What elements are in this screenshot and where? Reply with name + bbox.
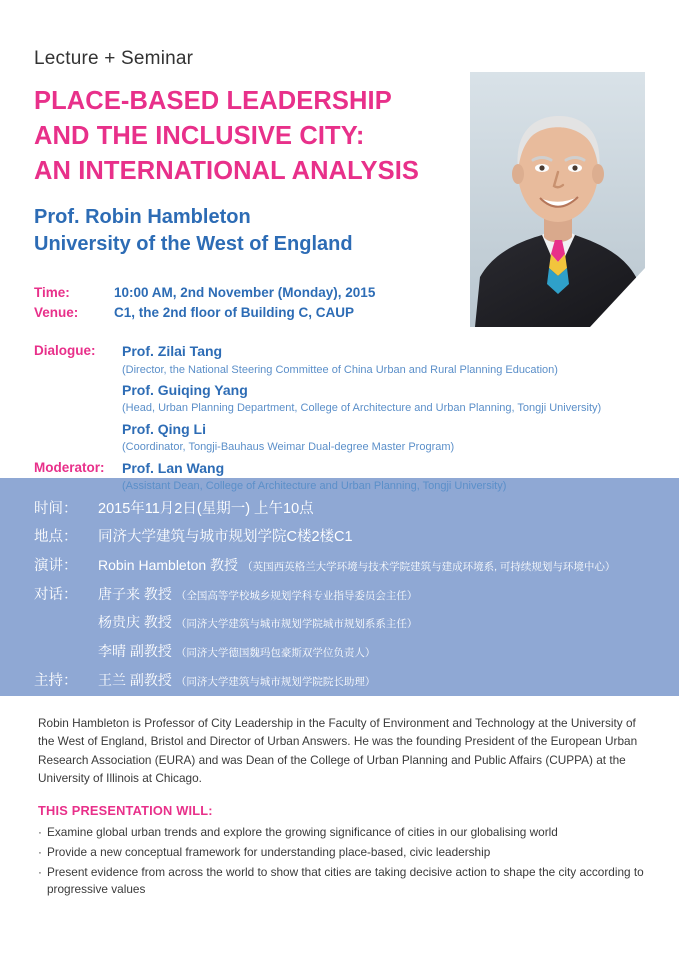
- chinese-row: [34, 500, 645, 519]
- title-line-2: AND THE INCLUSIVE CITY:: [34, 122, 365, 151]
- moderator-person: [122, 458, 645, 497]
- bullet-marker: ·: [38, 844, 42, 859]
- chinese-value: 唐子来 教授: [98, 585, 172, 602]
- chinese-details-band: [0, 478, 679, 696]
- bullet-text: Present evidence from across the world to show that cities are taking decisive action to shape the city according to progressive values: [47, 864, 644, 897]
- chinese-value: 同济大学建筑与城市规划学院C楼2楼C1: [98, 528, 353, 545]
- presentation-bullets: [38, 824, 645, 899]
- chinese-row: [34, 528, 645, 547]
- bullet-marker: ·: [38, 864, 42, 879]
- speaker-name-block: [34, 204, 464, 259]
- chinese-row: [34, 556, 645, 576]
- dialogue-label: Dialogue:: [34, 343, 96, 359]
- chinese-label: 地点：: [34, 528, 78, 545]
- dialogue-person-desc: (Director, the National Steering Committee of China Urban and Rural Planning Education): [122, 363, 558, 376]
- chinese-value-group: [98, 642, 645, 662]
- title-line-3: AN INTERNATIONAL ANALYSIS: [34, 157, 420, 186]
- chinese-row: [34, 671, 645, 691]
- bullet-text: Provide a new conceptual framework for understanding place-based, civic leadership: [47, 844, 491, 859]
- list-item: [38, 864, 645, 899]
- moderator-label: Moderator:: [34, 459, 105, 475]
- bio-section: [0, 696, 679, 899]
- chinese-value: 李晴 副教授: [98, 643, 172, 660]
- dialogue-person-name: Prof. Guiqing Yang: [122, 382, 248, 399]
- bullet-text: Examine global urban trends and explore the growing significance of cities in our globalising world: [47, 825, 558, 840]
- time-label: Time:: [34, 284, 70, 300]
- venue-value: C1, the 2nd floor of Building C, CAUP: [114, 305, 354, 320]
- dialogue-person-desc: (Head, Urban Planning Department, College of Architecture and Urban Planning, Tongji University): [122, 402, 602, 415]
- presentation-heading: THIS PRESENTATION WILL:: [38, 803, 213, 819]
- dialogue-row: [34, 341, 645, 457]
- venue-label: Venue:: [34, 305, 79, 320]
- chinese-label: 演讲：: [34, 557, 78, 574]
- moderator-desc: (Assistant Dean, College of Architecture and Urban Planning, Tongji University): [122, 479, 507, 492]
- time-value: 10:00 AM, 2nd November (Monday), 2015: [114, 284, 376, 300]
- speaker-affiliation: University of the West of England: [34, 233, 353, 256]
- title-line-1: PLACE-BASED LEADERSHIP: [34, 87, 392, 115]
- chinese-label: 对话：: [34, 586, 78, 603]
- chinese-label: 时间：: [34, 501, 78, 517]
- dialogue-people: [122, 341, 645, 457]
- chinese-row: [34, 613, 645, 633]
- dialogue-person-name: Prof. Zilai Tang: [122, 343, 223, 360]
- chinese-value: Robin Hambleton 教授: [98, 556, 239, 573]
- chinese-value-note: （全国高等学校城乡规划学科专业指导委员会主任）: [175, 589, 418, 602]
- bio-text: Robin Hambleton is Professor of City Leadership in the Faculty of Environment and Technology at the University of the West of England, Bristol and Director of Urban Answers. He was the founding President of the European Urban Research Association (EURA) and was Dean of the College of Urban Planning and Public Affairs (CUPPA) at the University of Illinois at Chicago.: [38, 716, 638, 785]
- chinese-value: 2015年11月2日(星期一) 上午10点: [98, 501, 314, 517]
- speaker-portrait: [470, 72, 645, 327]
- chinese-row: [34, 585, 645, 605]
- chinese-value-group: [98, 671, 645, 691]
- chinese-value: 王兰 副教授: [98, 672, 172, 689]
- chinese-value-group: [98, 556, 645, 576]
- chinese-value-group: [98, 613, 645, 633]
- portrait-illustration: [470, 72, 645, 327]
- page-title: [34, 84, 464, 190]
- dialogue-person-name: Prof. Qing Li: [122, 420, 206, 437]
- chinese-value: 杨贵庆 教授: [98, 614, 172, 631]
- bullet-marker: ·: [38, 825, 42, 840]
- moderator-name: Prof. Lan Wang: [122, 459, 225, 476]
- speaker-name: Prof. Robin Hambleton: [34, 205, 251, 228]
- chinese-value-note: （英国西英格兰大学环境与技术学院建筑与建成环境系, 可持续规划与环境中心）: [242, 560, 616, 573]
- chinese-row: [34, 642, 645, 662]
- chinese-value-note: （同济大学德国魏玛包豪斯双学位负责人）: [175, 647, 376, 660]
- dialogue-person-desc: (Coordinator, Tongji-Bauhaus Weimar Dual-degree Master Program): [122, 441, 455, 454]
- list-item: [38, 824, 645, 842]
- dialogue-section: [34, 341, 645, 496]
- chinese-value-group: [98, 585, 645, 605]
- kicker-text: Lecture + Seminar: [34, 48, 194, 69]
- chinese-value-note: （同济大学建筑与城市规划学院院长助理）: [175, 676, 376, 689]
- chinese-label: 主持：: [34, 673, 78, 690]
- chinese-value-note: （同济大学建筑与城市规划学院城市规划系系主任）: [175, 618, 418, 631]
- moderator-row: [34, 458, 645, 497]
- list-item: [38, 844, 645, 862]
